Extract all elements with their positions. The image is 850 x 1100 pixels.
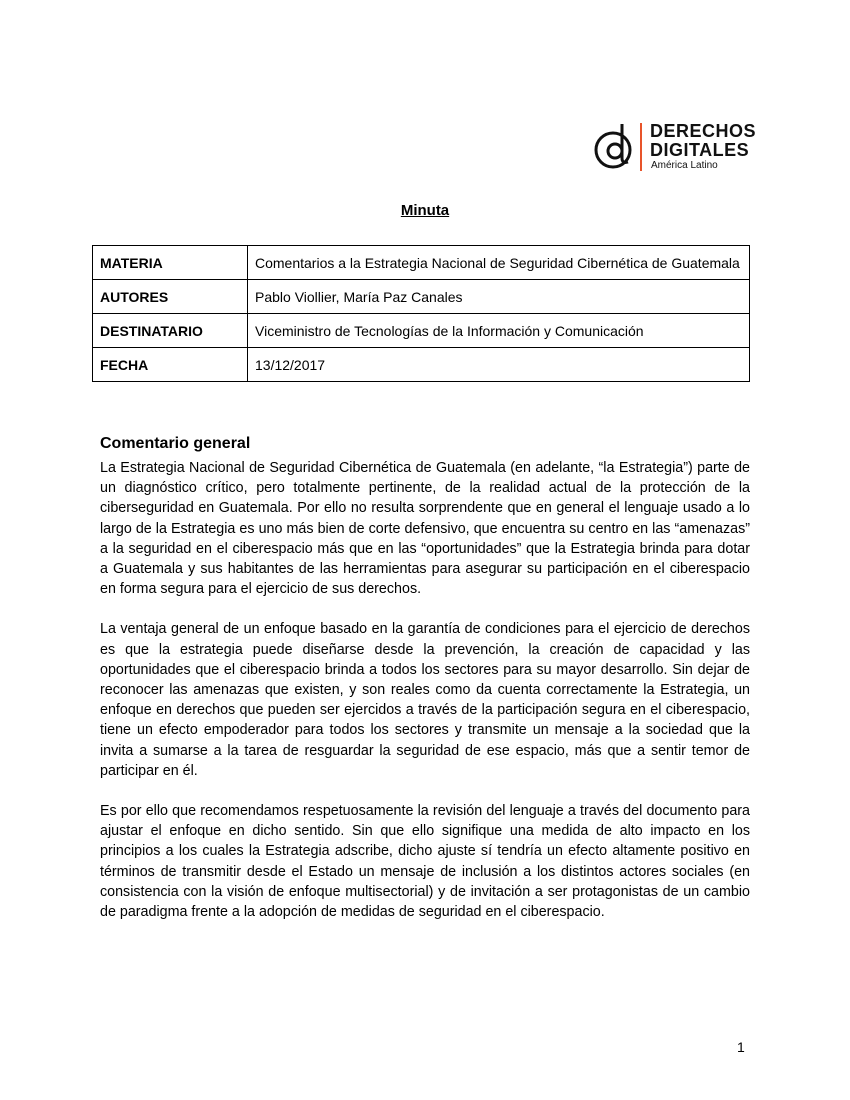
paragraph: Es por ello que recomendamos respetuosamente la revisión del lenguaje a través del documento para ajustar el enfoque en dicho sentido. Sin que ello signifique una medida de alto impacto en los principios a los cuales la Estrategia adscribe, dicho ajuste sí tendría un efecto altamente positivo en términos de transmitir desde el Estado un mensaje de inclusión a los distintos actores sociales (en consistencia con la visión de enfoque multisectorial) y de invitación a ser protagonistas de un cambio de paradigma frente a la adopción de medidas de seguridad en el ciberespacio.	[100, 803, 750, 921]
document-title: Minuta	[400, 202, 450, 219]
section-body	[100, 458, 750, 942]
metadata-table	[92, 245, 750, 382]
logo-word-1: DERECHOS	[650, 121, 757, 141]
row-key: DESTINATARIO	[93, 314, 248, 348]
row-value: Comentarios a la Estrategia Nacional de Seguridad Cibernética de Guatemala	[248, 246, 750, 280]
page-number: 1	[737, 1039, 745, 1055]
row-key: AUTORES	[93, 280, 248, 314]
table-row	[93, 348, 750, 382]
table-row	[93, 314, 750, 348]
table-row	[93, 280, 750, 314]
row-key: FECHA	[93, 348, 248, 382]
row-value: Viceministro de Tecnologías de la Información y Comunicación	[248, 314, 750, 348]
logo-subtitle: América Latino	[651, 160, 718, 171]
section-heading: Comentario general	[100, 435, 251, 452]
at-sign-icon	[593, 120, 637, 172]
paragraph: La Estrategia Nacional de Seguridad Cibernética de Guatemala (en adelante, “la Estrategia”) parte de un diagnóstico crítico, pero totalmente pertinente, de la realidad actual de la protección de la ciberseguridad en Guatemala. Por ello no resulta sorprendente que en general el lenguaje usado a lo largo de la Estrategia es uno más bien de corte defensivo, que encuentra su centro en las “amenazas” a la seguridad en el ciberespacio más que en las “oportunidades” que la Estrategia brinda para dotar a Guatemala y sus habitantes de las herramientas para asegurar su participación en el ciberespacio en forma segura para el ejercicio de sus derechos.	[100, 460, 750, 598]
logo-word-2: DIGITALES	[650, 140, 750, 160]
row-key: MATERIA	[93, 246, 248, 280]
paragraph: La ventaja general de un enfoque basado en la garantía de condiciones para el ejercicio de derechos es que la estrategia puede diseñarse desde la prevención, la creación de capacidad y las oportunidades que el ciberespacio brinda a todos los sectores para su mayor desarrollo. Sin dejar de reconocer las amenazas que existen, y son reales como da cuenta correctamente la Estrategia, un enfoque en derechos que pueden ser ejercidos a través de la participación segura en el ciberespacio, tiene un efecto empoderador para todos los sectores y transmite un mensaje a la sociedad que la invita a sumarse a la tarea de resguardar la seguridad de ese espacio, más que a sentir temor de participar en él.	[100, 621, 750, 779]
table-row	[93, 246, 750, 280]
row-value: Pablo Viollier, María Paz Canales	[248, 280, 750, 314]
row-value: 13/12/2017	[248, 348, 750, 382]
logo-divider	[640, 123, 642, 171]
logo	[593, 120, 758, 172]
